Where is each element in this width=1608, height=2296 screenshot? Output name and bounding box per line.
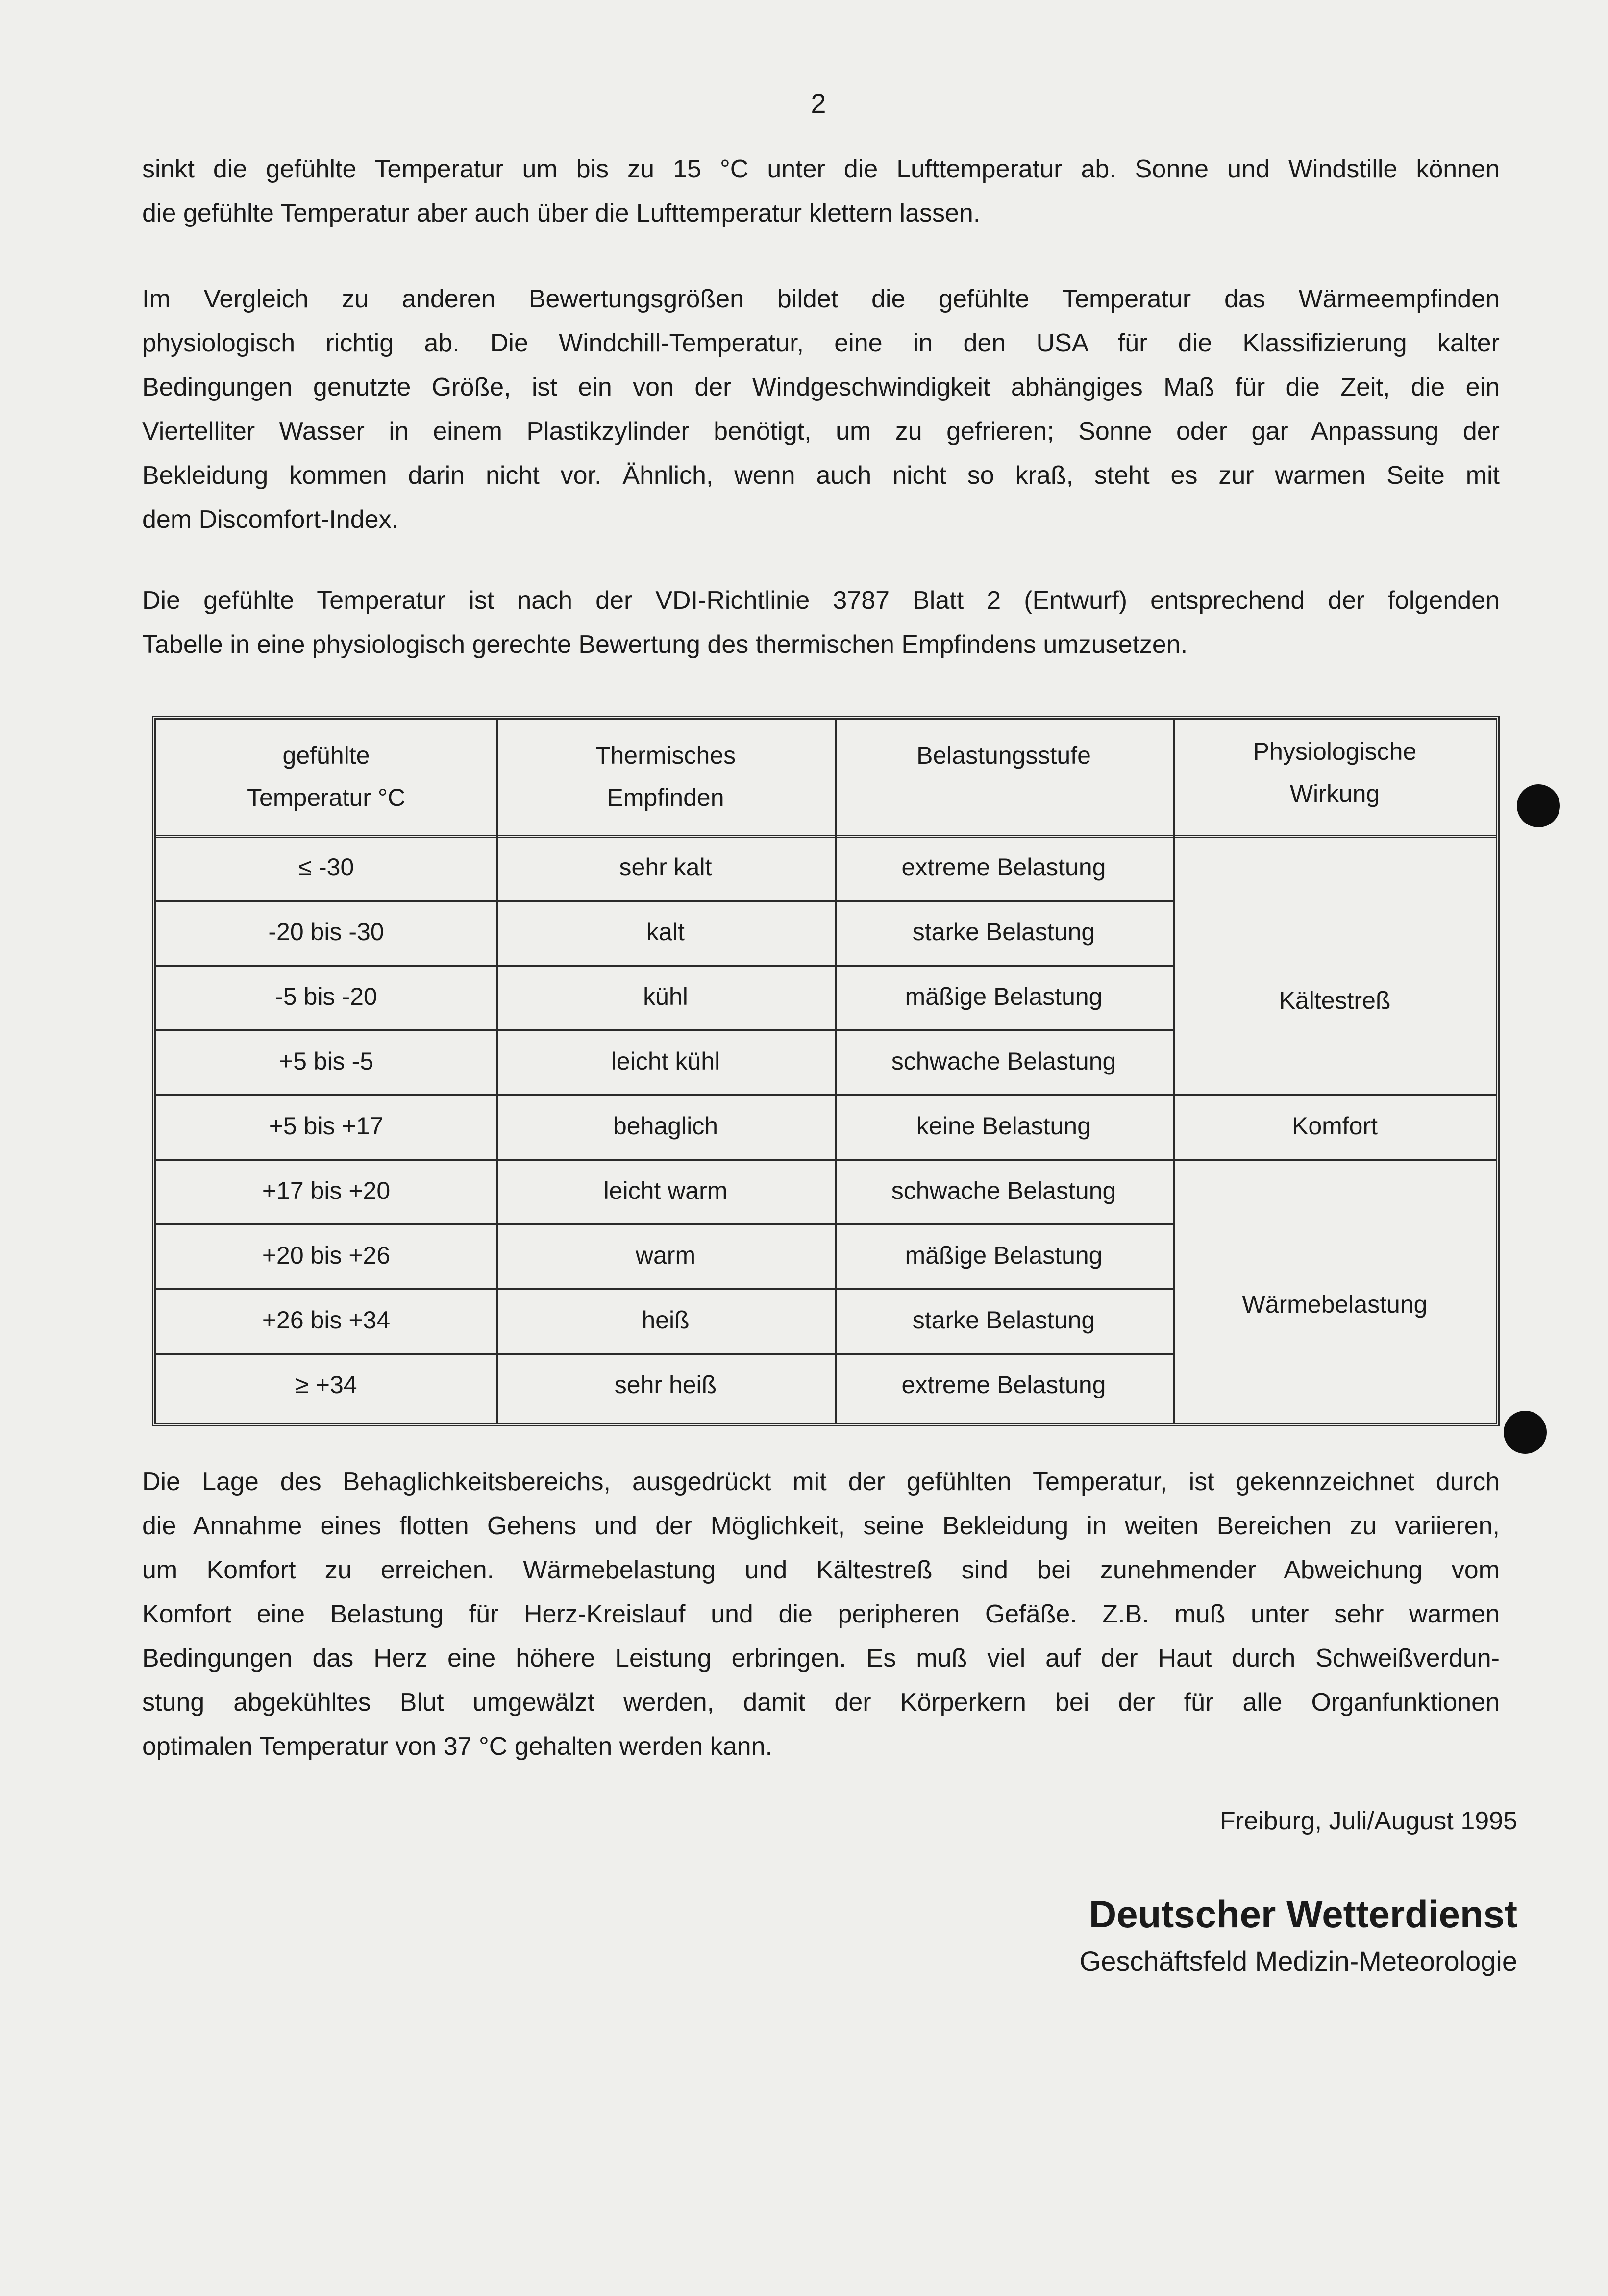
header-line: Thermisches <box>595 742 736 769</box>
cell-sensation: kalt <box>646 918 685 946</box>
cell-sensation: sehr kalt <box>619 853 712 881</box>
row-divider <box>156 900 1173 902</box>
cell-stress-level: mäßige Belastung <box>905 1242 1103 1269</box>
text-line: Tabelle in eine physiologisch gerechte Bewertung des thermischen Empfindens umzusetzen. <box>142 630 1188 659</box>
paragraph-1 <box>142 147 1500 235</box>
cell-temperature: +5 bis -5 <box>278 1048 374 1075</box>
paragraph-2 <box>142 277 1500 542</box>
cell-sensation: warm <box>635 1242 696 1269</box>
header-line: Belastungsstufe <box>916 742 1091 769</box>
text-line: die Annahme eines flotten Gehens und der Möglichkeit, seine Bekleidung in weiten Bereichen zu variieren, <box>142 1512 1500 1540</box>
text-line: die gefühlte Temperatur aber auch über die Lufttemperatur klettern lassen. <box>142 199 981 227</box>
row-divider <box>156 965 1173 967</box>
text-line: Viertelliter Wasser in einem Plastikzylinder benötigt, um zu gefrieren; Sonne oder gar Anpassung der <box>142 417 1500 446</box>
cell-sensation: behaglich <box>613 1112 718 1140</box>
paragraph-3 <box>142 578 1500 667</box>
row-divider <box>156 1353 1173 1355</box>
text-line: Komfort eine Belastung für Herz-Kreislauf und die peripheren Gefäße. Z.B. muß unter sehr warmen <box>142 1600 1500 1628</box>
text-line: Im Vergleich zu anderen Bewertungsgrößen bildet die gefühlte Temperatur das Wärmeempfinden <box>142 285 1500 313</box>
cell-sensation: leicht warm <box>603 1177 728 1204</box>
paragraph-4 <box>142 1460 1500 1769</box>
text-line: Bedingungen genutzte Größe, ist ein von der Windgeschwindigkeit abhängiges Maß für die Zeit, die ein <box>142 373 1500 401</box>
organization-name: Deutscher Wetterdienst <box>1088 1893 1517 1936</box>
text-line: stung abgekühltes Blut umgewälzt werden, damit der Körperkern bei der für alle Organfunktionen <box>142 1688 1500 1717</box>
cell-stress-level: starke Belastung <box>912 918 1095 946</box>
cell-sensation: leicht kühl <box>611 1048 720 1075</box>
place-date: Freiburg, Juli/August 1995 <box>1219 1807 1517 1835</box>
cell-temperature: ≤ -30 <box>298 853 354 881</box>
cell-stress-level: schwache Belastung <box>891 1177 1116 1204</box>
effect-cold-stress: Kältestreß <box>1279 987 1391 1014</box>
text-line: dem Discomfort-Index. <box>142 505 399 534</box>
cell-stress-level: extreme Belastung <box>901 853 1106 881</box>
cell-temperature: +5 bis +17 <box>269 1112 384 1140</box>
cell-temperature: -20 bis -30 <box>268 918 384 946</box>
header-line: Wirkung <box>1289 780 1380 807</box>
effect-heat-stress: Wärmebelastung <box>1242 1291 1428 1318</box>
text-line: physiologisch richtig ab. Die Windchill-Temperatur, eine in den USA für die Klassifizierung kalter <box>142 329 1500 357</box>
cell-temperature: ≥ +34 <box>295 1371 357 1398</box>
row-divider <box>156 1159 1497 1161</box>
cell-temperature: +20 bis +26 <box>262 1242 391 1269</box>
header-sensation <box>496 734 835 819</box>
organization-department: Geschäftsfeld Medizin-Meteorologie <box>1079 1946 1517 1976</box>
header-line: Physiologische <box>1253 738 1417 765</box>
cell-stress-level: schwache Belastung <box>891 1048 1116 1075</box>
text-line: um Komfort zu erreichen. Wärmebelastung und Kältestreß sind bei zunehmender Abweichung vom <box>142 1556 1500 1584</box>
cell-sensation: kühl <box>643 983 688 1010</box>
climate-table <box>152 716 1500 1426</box>
punch-hole <box>1504 1411 1547 1454</box>
punch-hole <box>1517 784 1560 827</box>
header-line: gefühlte <box>282 742 370 769</box>
header-divider <box>156 835 1497 838</box>
text-line: optimalen Temperatur von 37 °C gehalten werden kann. <box>142 1732 772 1761</box>
cell-temperature: +17 bis +20 <box>262 1177 391 1204</box>
row-divider <box>156 1288 1173 1290</box>
effect-comfort: Komfort <box>1291 1112 1378 1140</box>
cell-stress-level: extreme Belastung <box>901 1371 1106 1398</box>
text-line: Die gefühlte Temperatur ist nach der VDI-Richtlinie 3787 Blatt 2 (Entwurf) entsprechend der folgenden <box>142 586 1500 615</box>
text-line: sinkt die gefühlte Temperatur um bis zu 15 °C unter die Lufttemperatur ab. Sonne und Windstille können <box>142 155 1500 183</box>
header-stress-level <box>835 734 1173 776</box>
text-line: Bekleidung kommen darin nicht vor. Ähnlich, wenn auch nicht so kraß, steht es zur warmen Seite mit <box>142 461 1500 490</box>
page-number: 2 <box>811 88 826 119</box>
row-divider <box>156 1223 1173 1225</box>
cell-temperature: +26 bis +34 <box>262 1306 391 1334</box>
header-line: Empfinden <box>607 784 724 811</box>
cell-temperature: -5 bis -20 <box>275 983 377 1010</box>
cell-sensation: sehr heiß <box>614 1371 717 1398</box>
header-effect <box>1173 730 1497 815</box>
cell-stress-level: keine Belastung <box>916 1112 1091 1140</box>
cell-stress-level: mäßige Belastung <box>905 983 1103 1010</box>
header-line: Temperatur °C <box>247 784 405 811</box>
text-line: Bedingungen das Herz eine höhere Leistung erbringen. Es muß viel auf der Haut durch Schweißverdun- <box>142 1644 1500 1672</box>
text-line: Die Lage des Behaglichkeitsbereichs, ausgedrückt mit der gefühlten Temperatur, ist gekennzeichnet durch <box>142 1468 1500 1496</box>
row-divider <box>156 1029 1173 1031</box>
cell-sensation: heiß <box>642 1306 690 1334</box>
row-divider <box>156 1094 1497 1096</box>
cell-stress-level: starke Belastung <box>912 1306 1095 1334</box>
header-temperature <box>156 734 496 819</box>
